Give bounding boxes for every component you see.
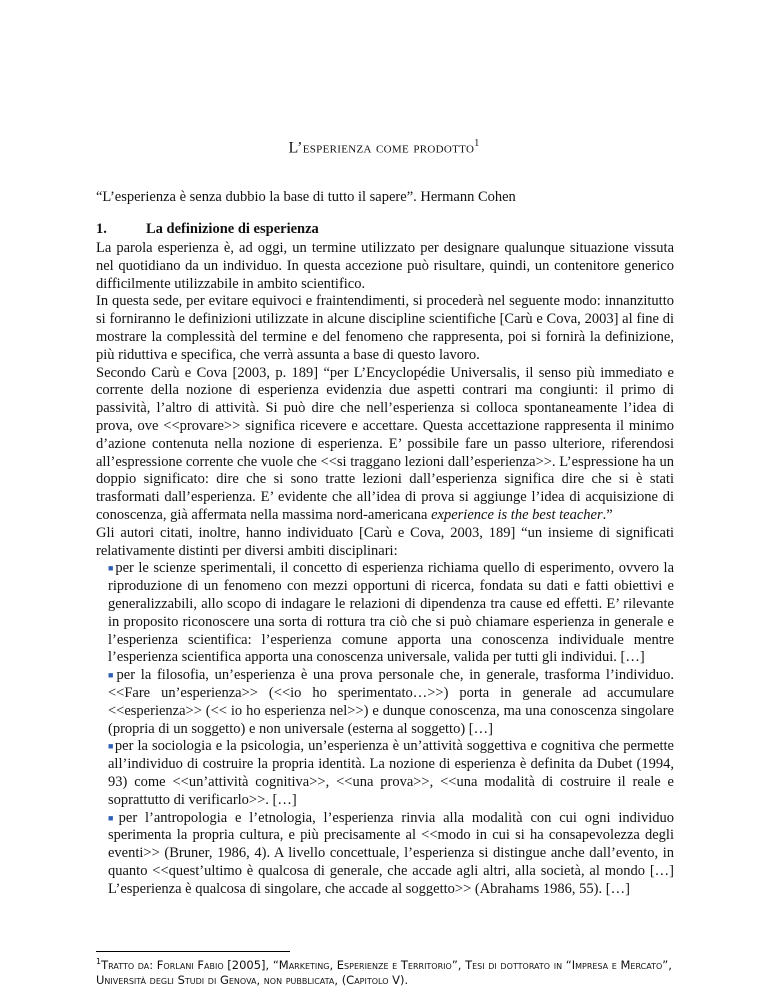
list-item-text: per la sociologia e la psicologia, un’esperienza è un’attività soggettiva e cognitiva che permette all’individuo di costruire la propria identità. La nozione di esperienza è definita da Dubet (1994, 93) come <<un’attività cognitiva>>, <<una prova>>, <<una modalità di costruire il reale e soprattutto di verificarlo>>. […] [108,738,674,808]
paragraph-text: Secondo Carù e Cova [2003, p. 189] “per L’Encyclopédie Universalis, il senso più immediato e corrente della nozione di esperienza evidenzia due aspetti contrari ma congiunti: il primo di passività, l’altro di attività. Si può dire che nell’esperienza si colloca spontaneamente l’idea di prova, ove <<provare>> significa ricevere e accettare. Questa accettazione rappresenta il minimo d’azione contenuta nella nozione di esperienza. E’ possibile fare un passo ulteriore, riferendosi all’espressione corrente che vuole che <<si traggano lezioni dall’esperienza>>. L’espressione ha un doppio significato: dire che si sono tratte lezioni dall’esperienza significa dire che si è stati trasformati dall’esperienza. E’ evidente che all’idea di prova si aggiunge l’idea di acquisizione di conoscenza, già affermata nella massima nord-americana [96,364,674,523]
footnote-divider [96,951,290,952]
list-item-text: per l’antropologia e l’etnologia, l’esperienza rinvia alla modalità con cui ogni individuo sperimenta la propria cultura, e più precisamente al <<modo in cui si ha consapevolezza degli eventi>> (Bruner, 1986, 4). A livello concettuale, l’esperienza si distingue anche dall’evento, in quanto <<quest’ultimo è qualcosa di generale, che accade agli altri, alla società, al mondo […] L’esperienza è qualcosa di singolare, che accade al soggetto>> (Abrahams 1986, 55). […] [108,809,674,897]
paragraph [96,365,674,525]
footnote-reference: 1 [474,138,480,149]
footnote-text: Tratto da: Forlani Fabio [2005], “Marketing, Esperienze e Territorio”, Tesi di dottorato in “Impresa e Mercato”, Università degli Studi di Genova, non pubblicata, (Capitolo V). [96,957,672,987]
epigraph: “L’esperienza è senza dubbio la base di tutto il sapere”. Hermann Cohen [96,189,516,205]
section-number: 1. [96,221,107,237]
discipline-list [96,560,674,898]
paragraph: Gli autori citati, inoltre, hanno individuato [Carù e Cova, 2003, 189] “un insieme di significati relativamente distinti per diversi ambiti disciplinari: [96,524,674,559]
list-item [108,738,674,809]
title-text: L’esperienza come prodotto [288,139,475,157]
square-bullet-icon: ■ [108,812,118,823]
paragraph-end: .” [602,506,613,523]
list-item [108,667,674,738]
paragraph: La parola esperienza è, ad oggi, un termine utilizzato per designare qualunque situazione vissuta nel quotidiano da un individuo. In questa accezione può risultare, quindi, un contenitore generico difficilmente utilizzabile in ambito scientifico. [96,240,674,292]
paragraph: In questa sede, per evitare equivoci e fraintendimenti, si procederà nel seguente modo: innanzitutto si forniranno le definizioni utilizzate in alcune discipline scientifiche [Carù e Cova, 2003] al fine di mostrare la complessità del termine e del fenomeno che rappresenta, poi si fornirà la definizione, più riduttiva e specifica, che verrà assunta a base di questo lavoro. [96,293,674,363]
list-item-text: per le scienze sperimentali, il concetto di esperienza richiama quello di esperimento, ovvero la riproduzione di un fenomeno con mezzi opportuni di ricerca, fondata su dati e fatti obiettivi e generalizzabili, allo scopo di indagare le relazioni di dipendenza tra cause ed effetti. E’ rilevante in proposito riconoscere una sorta di rottura tra ciò che si può chiamare esperienza in generale e l’esperienza scientifica: l’esperienza comune apporta una conoscenza individuale mentre l’esperienza scientifica apporta una conoscenza universale, valida per tutti gli individui. […] [108,560,675,666]
footnote-number: 1 [96,957,102,966]
list-item-text: per la filosofia, un’esperienza è una prova personale che, in generale, trasforma l’individuo. <<Fare un’esperienza>> (<<io ho sperimentato…>>) porta in generale ad accumulare <<esperienza>> (<< io ho esperienza nel>>) e dunque conoscenza, ma una conoscenza singolare (propria di un soggetto) e non universale (esterna al soggetto) […] [108,667,674,737]
section-title: La definizione di esperienza [146,221,319,237]
section-heading [96,221,319,238]
list-item [108,560,674,667]
square-bullet-icon: ■ [108,741,114,752]
body-text [96,240,674,898]
square-bullet-icon: ■ [108,563,115,574]
list-item [108,810,674,899]
square-bullet-icon: ■ [108,670,116,681]
italic-phrase: experience is the best teacher [431,506,603,523]
page-title [0,138,768,157]
footnote [96,954,676,988]
